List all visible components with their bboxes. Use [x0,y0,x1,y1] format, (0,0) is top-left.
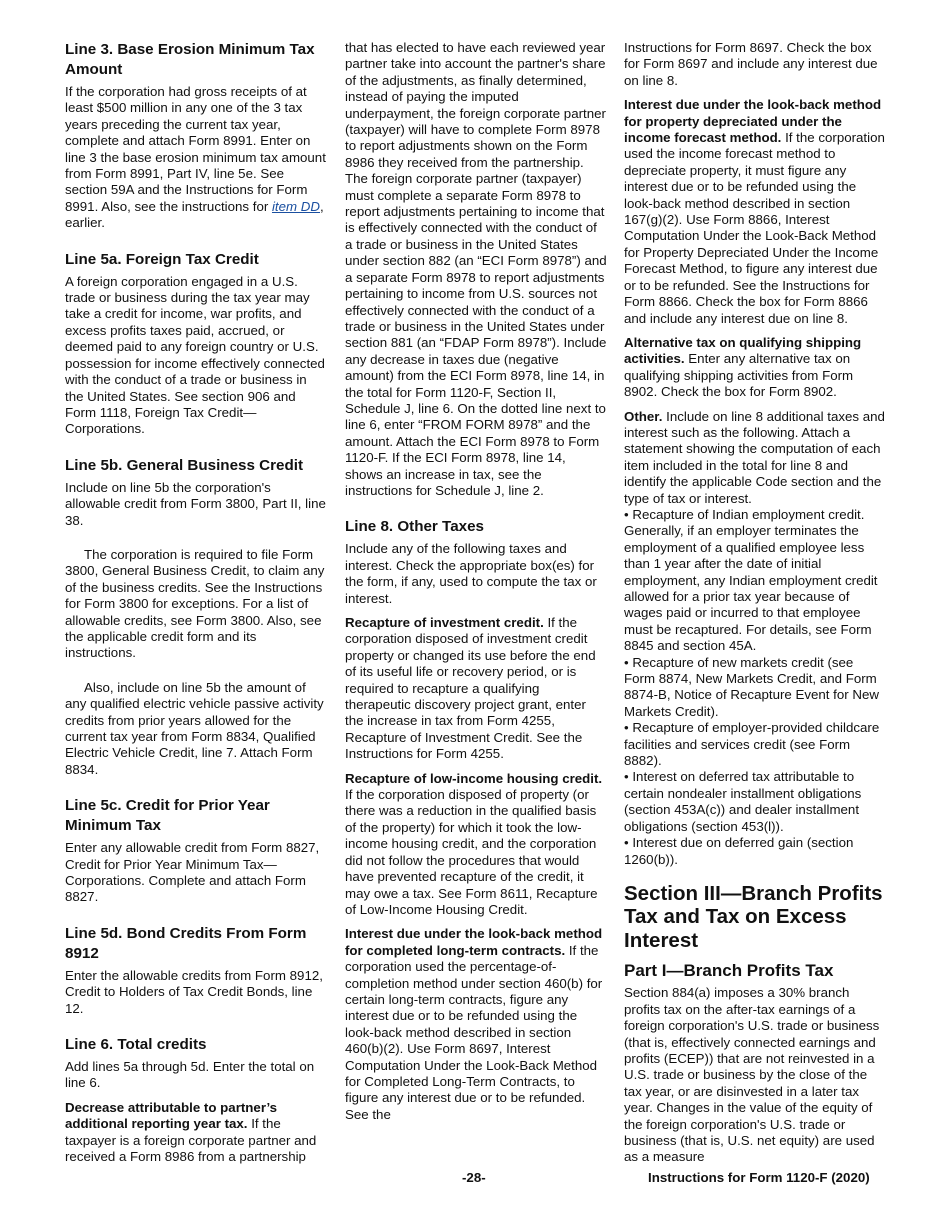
recapture-investment-paragraph [345,615,607,763]
alternative-tax-text: Enter any alternative tax on qualifying shipping activities from Form 8902. Check the box for Form 8902. [624,351,854,400]
bullet-text: Interest on deferred tax attributable to certain nondealer installment obligations (section 453A(c)) and dealer installment obligations (section 453(l)). [624,769,862,834]
decrease-lead: Decrease attributable to partner’s additional reporting year tax. [65,1099,278,1132]
line6-paragraph: Add lines 5a through 5d. Enter the total on line 6. [65,1059,315,1091]
form8697-continuation-paragraph: Instructions for Form 8697. Check the box for Form 8697 and include any interest due on line 8. [624,40,878,88]
lookback-longterm-lead: Interest due under the look-back method for completed long-term contracts. [345,926,603,958]
bullet-glyph: • [624,835,629,851]
other-text: Include on line 8 additional taxes and interest such as the following. Attach a statement showing the computation of each item included in the total for line 8 and identify the applicable Code section and the type of tax or interest. [624,408,885,506]
other-lead: Other. [624,408,663,424]
footer-form-title: Instructions for Form 1120-F (2020) [648,1170,870,1185]
line3-text-1: If the corporation had gross receipts of at least $500 million in any one of the 3 tax years preceding the current tax year, complete and attach Form 8991. Enter on line 3 the base erosion minimum tax amount from Form 8991, Part IV, line 5e. See section 59A and the Instructions for Form 8991. Also, see the instructions for [65,84,326,214]
line5a-paragraph: A foreign corporation engaged in a U.S. trade or business during the tax year may take a credit for income, war profits, and excess profits taxes paid, accrued, or deemed paid to any foreign country or U.S. possession for income effectively connected with the conduct of a trade or business in the United States. See section 906 and Form 1118, Foreign Tax Credit—Corporations. [65,273,325,437]
line5c-heading: Line 5c. Credit for Prior Year Minimum Tax [65,797,270,835]
recapture-lih-paragraph [345,771,607,919]
line5b-heading: Line 5b. General Business Credit [65,456,304,474]
line5b-paragraph-3: Also, include on line 5b the amount of any qualified electric vehicle passive activity credits from prior years allowed for the current tax year from Form 8834, Qualified Electric Vehicle Credit, line 7. Attach Form 8834. [65,679,324,777]
lookback-property-lead: Interest due under the look-back method for property depreciated under the income forecast method. [624,97,882,146]
lookback-longterm-text: If the corporation used the percentage-of-completion method under section 460(b) for certain long-term contracts, figure any interest due or to be refunded using the look-back method described in section 460(b)(2). Use Form 8697, Interest Computation Under the Look-Back Method for Completed Long-Term Contracts, to figure any interest due or to be refunded. See the [345,942,603,1122]
bullet-glyph: • [624,506,629,522]
line8-heading: Line 8. Other Taxes [345,518,484,536]
bullet-text: Recapture of Indian employment credit. Generally, if an employer terminates the employment of a qualified employee less than 1 year after the date of initial employment, any Indian employment credit allowed for a prior tax year because of wages paid or incurred to that employee must be recaptured. For details, see Form 8845 and section 45A. [624,506,878,654]
part1-heading: Part I—Branch Profits Tax [624,961,834,981]
partner-continuation-paragraph: that has elected to have each reviewed year partner take into account the partner's share of the adjustments, as finally determined, instead of paying the imputed underpayment, the foreign corporate partner (taxpayer) will have to complete Form 8978 to report adjustments shown on the Form 8986 they received from the partnership. The foreign corporate partner (taxpayer) must complete a separate Form 8978 to report adjustments pertaining to income that is effectively connected with the conduct of a trade or business in the United States under section 882 (an “ECI Form 8978”) and a separate Form 8978 to report adjustments pertaining to income from U.S. sources not effectively connected with the conduct of a trade or business in the United States under section 881 (an “FDAP Form 8978”). Include any decrease in taxes due (negative amount) from the ECI Form 8978, line 14, in the total for Form 1120-F, Section II, Schedule J, line 6. On the dotted line next to line 6, enter “FROM FORM 8978” and the amount. Attach the ECI Form 8978 to Form 1120-F. If the ECI Form 8978, line 14, shows an increase in tax, see the instructions for Schedule J, line 2. [345,40,607,498]
part1-paragraph: Section 884(a) imposes a 30% branch profits tax on the after-tax earnings of a foreign corporation's U.S. trade or business (that is, effectively connected earnings and profits (ECEP)) that are not reinvested in a U.S. trade or business by the close of the tax year, or are disinvested in a later tax year. Changes in the value of the equity of the foreign corporation's U.S. trade or business (that is, U.S. net equity) are used as a measure [624,985,880,1165]
line5d-paragraph: Enter the allowable credits from Form 8912, Credit to Holders of Tax Credit Bonds, line 12. [65,967,323,1016]
line3-heading: Line 3. Base Erosion Minimum Tax Amount [65,41,315,78]
line5d-heading: Line 5d. Bond Credits From Form 8912 [65,924,307,962]
column-2 [345,40,607,1131]
line8-paragraph: Include any of the following taxes and interest. Check the appropriate box(es) for the form, if any, used to compute the tax or interest. [345,541,597,606]
alternative-tax-lead: Alternative tax on qualifying shipping activities. [624,334,862,367]
bullet-text: Interest due on deferred gain (section 1260(b)). [624,835,854,867]
bullet-glyph: • [624,720,629,736]
bullet-glyph: • [624,769,629,785]
line5b-paragraph-1: Include on line 5b the corporation's allowable credit from Form 3800, Part II, line 38. [65,479,326,528]
lookback-property-paragraph [624,97,886,327]
bullet-glyph: • [624,654,629,670]
bullet-item [624,507,886,655]
other-paragraph [624,409,886,507]
lookback-property-text: If the corporation used the income forecast method to depreciate property, it must figure any interest due or to be refunded using the look-back method described in section 167(g)(2). Use Form 8866, Interest Computation Under the Look-Back Method for Property Depreciated Under the Income Forecast Method, to figure any interest due or to be refunded. See the Instructions for Form 8866. Check the box for Form 8866 and include any interest due on line 8. [624,130,885,326]
recapture-investment-text: If the corporation disposed of investment credit property or changed its use before the end of its useful life or recovery period, or is required to recapture a qualifying therapeutic discovery project grant, enter the increase in tax from Form 4255, Recapture of Investment Credit. See the Instructions for Form 4255. [345,615,596,762]
bullet-item [624,835,886,868]
column-1 [65,40,327,1174]
bullet-item [624,769,886,835]
line6-heading: Line 6. Total credits [65,1036,207,1054]
bullet-item [624,655,886,721]
recapture-lih-text: If the corporation disposed of property (or there was a reduction in the qualified basis of the property) for which it took the low-income housing credit, and the corporation did not follow the procedures that would have prevented recapture of the credit, it may owe a tax. See Form 8611, Recapture of Low-Income Housing Credit. [345,787,598,917]
bullet-item [624,720,886,769]
line5a-heading: Line 5a. Foreign Tax Credit [65,250,259,268]
lookback-longterm-paragraph [345,926,607,1123]
recapture-investment-lead: Recapture of investment credit. [345,615,544,630]
page-number: -28- [462,1170,486,1185]
alternative-tax-paragraph [624,335,886,401]
decrease-text: If the taxpayer is a foreign corporate partner and received a Form 8986 from a partnership [65,1116,317,1165]
line3-text-2: , earlier. [65,198,324,231]
item-dd-link[interactable]: item DD [271,198,320,214]
bullet-text: Recapture of employer-provided childcare facilities and services credit (see Form 8882). [624,720,880,769]
line5b-paragraph-2: The corporation is required to file Form 3800, General Business Credit, to claim any of the business credits. See the Instructions for Form 3800 for exceptions. For a list of allowable credits, see Form 3800. Also, see the applicable credit form and its instructions. [65,546,325,661]
line3-paragraph [65,84,327,232]
decrease-paragraph [65,1100,327,1166]
recapture-lih-lead: Recapture of low-income housing credit. [345,770,603,786]
line5c-paragraph: Enter any allowable credit from Form 8827, Credit for Prior Year Minimum Tax—Corporations. Complete and attach Form 8827. [65,840,320,905]
column-3 [624,40,886,1174]
bullet-text: Recapture of new markets credit (see Form 8874, New Markets Credit, and Form 8874-B, Notice of Recapture Event for New Markets Credit). [624,654,879,719]
section3-heading: Section III—Branch Profits Tax and Tax on Excess Interest [624,881,883,952]
